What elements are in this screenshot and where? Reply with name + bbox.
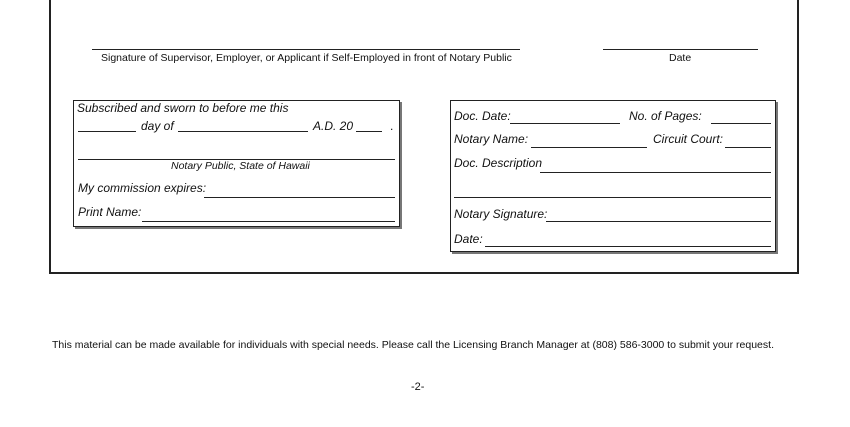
page-number: -2-: [411, 381, 425, 393]
supervisor-signature-field[interactable]: [92, 49, 520, 50]
notary-name-label: Notary Name:: [454, 132, 529, 146]
notary-signature-field[interactable]: [546, 221, 771, 222]
special-needs-notice: This material can be made available for individuals with special needs. Please call the Licensing Branch Manager at (808) 586-3000 to submit your request.: [52, 339, 774, 351]
notary-signature-label: Notary Signature:: [454, 207, 548, 221]
signature-date-field[interactable]: [603, 49, 758, 50]
ad-20-text: A.D. 20: [313, 119, 354, 133]
period-text: .: [390, 119, 394, 133]
day-field[interactable]: [78, 131, 136, 132]
circuit-court-label: Circuit Court:: [653, 132, 724, 146]
doc-date-field[interactable]: [510, 123, 620, 124]
date-caption: Date: [669, 52, 692, 64]
subscribed-text: Subscribed and sworn to before me this: [77, 101, 289, 115]
day-of-text: day of: [141, 119, 174, 133]
doc-date-label: Doc. Date:: [454, 109, 511, 123]
doc-description-field-2[interactable]: [454, 197, 771, 198]
circuit-court-field[interactable]: [725, 147, 771, 148]
year-field[interactable]: [356, 131, 382, 132]
print-name-field[interactable]: [142, 221, 395, 222]
date-label: Date:: [454, 232, 483, 246]
doc-description-field[interactable]: [540, 172, 771, 173]
commission-expires-field[interactable]: [204, 197, 395, 198]
notary-date-field[interactable]: [485, 246, 771, 247]
month-field[interactable]: [178, 131, 308, 132]
signature-caption: Signature of Supervisor, Employer, or Applicant if Self-Employed in front of Notary Public: [101, 52, 512, 64]
print-name-label: Print Name:: [78, 205, 142, 219]
pages-label: No. of Pages:: [629, 109, 702, 123]
pages-field[interactable]: [711, 123, 771, 124]
doc-description-label: Doc. Description: [454, 156, 543, 170]
notary-public-caption: Notary Public, State of Hawaii: [171, 160, 310, 172]
commission-label: My commission expires:: [78, 181, 207, 195]
notary-name-field[interactable]: [531, 147, 647, 148]
